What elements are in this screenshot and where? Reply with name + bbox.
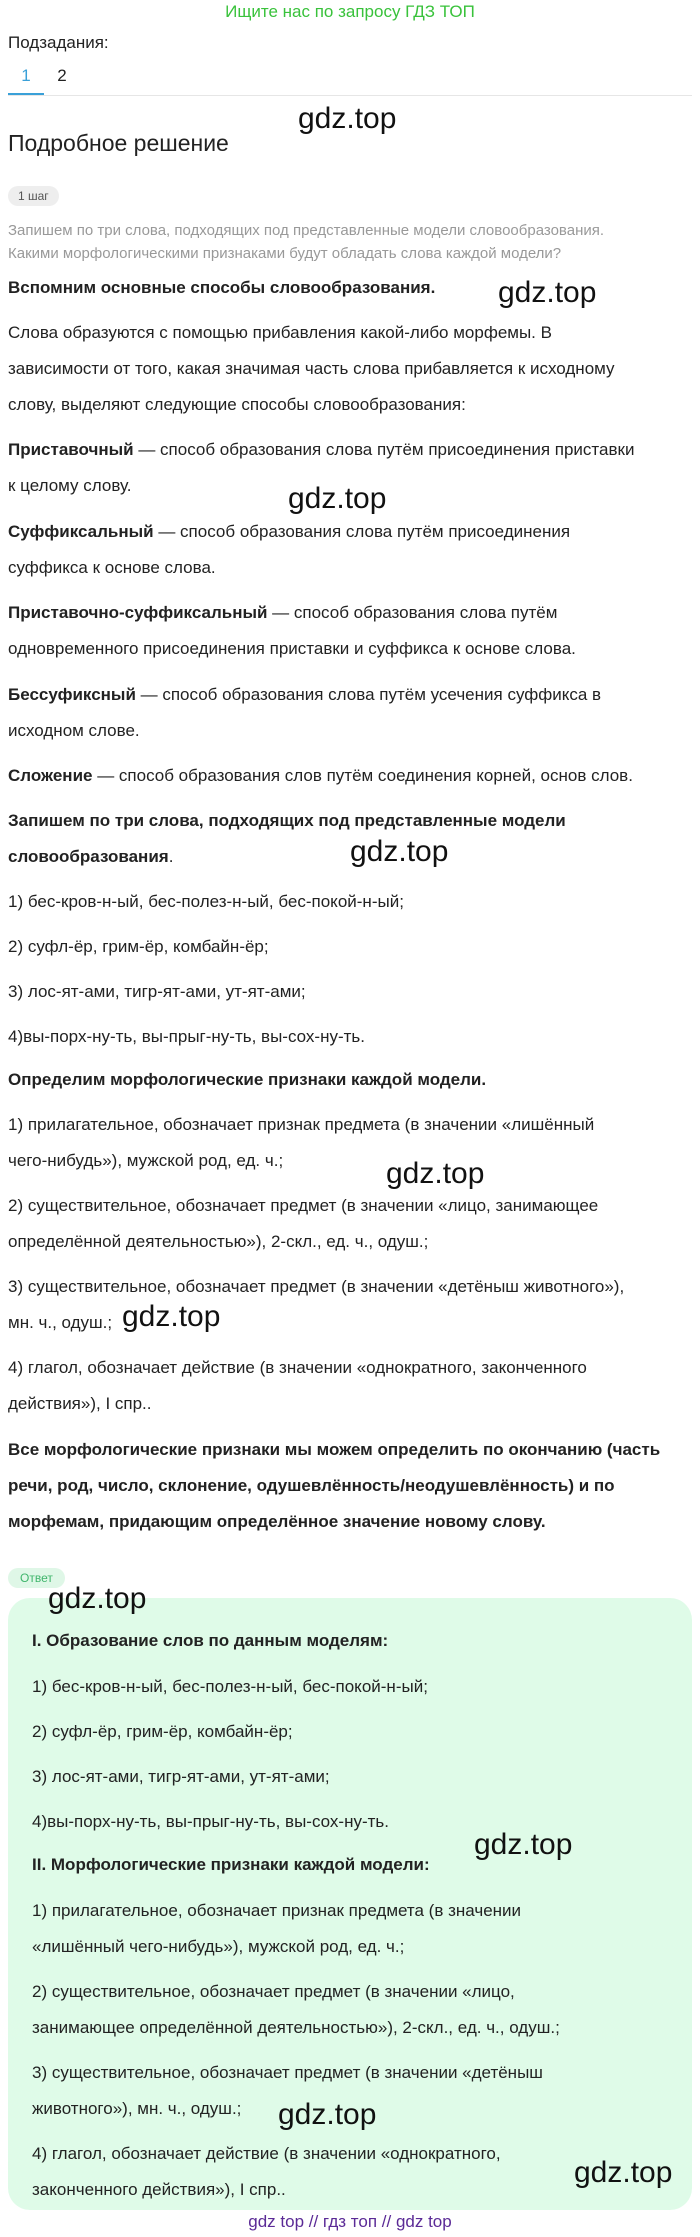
tab-subtask-2[interactable]: 2 — [57, 66, 67, 85]
section-title: Подробное решение — [8, 130, 229, 156]
list-item: 4) глагол, обозначает действие (в значении «однократного, законченного — [8, 1358, 587, 1377]
recall-heading: Вспомним основные способы словообразования. — [8, 278, 436, 297]
definition: — способ образования слова путём присоединения — [153, 522, 571, 541]
term: Суффиксальный — [8, 522, 154, 541]
task-statement — [8, 219, 688, 265]
list-item: «лишённый чего-нибудь»), мужской род, ед. ч.; — [32, 1937, 405, 1956]
list-item: 1) прилагательное, обозначает признак предмета (в значении «лишённый — [8, 1115, 595, 1134]
list-item: 3) лос-ят-ами, тигр-ят-ами, ут-ят-ами; — [8, 982, 306, 1001]
method-prefix-suffix — [8, 595, 692, 667]
list-item: 2) суфл-ёр, грим-ёр, комбайн-ёр; — [32, 1722, 293, 1741]
definition: — способ образования слова путём усечения суффикса в — [135, 685, 602, 704]
footer-links[interactable]: gdz top // гдз топ // gdz top — [248, 2212, 452, 2231]
text-line: морфемам, придающим определённое значение новому слову. — [8, 1512, 546, 1531]
definition: суффикса к основе слова. — [8, 558, 216, 577]
method-compounding — [8, 758, 692, 794]
intro-paragraph — [8, 315, 692, 423]
tab-subtask-1[interactable]: 1 — [8, 62, 44, 95]
subtask-tabs — [8, 62, 692, 96]
list-item: 3) существительное, обозначает предмет (в значении «детёныш — [32, 2063, 543, 2082]
list-item: законченного действия»), I спр.. — [32, 2180, 286, 2199]
list-item: животного»), мн. ч., одуш.; — [32, 2099, 242, 2118]
list-item: мн. ч., одуш.; — [8, 1313, 113, 1332]
features-heading: Определим морфологические признаки каждой модели. — [8, 1070, 487, 1089]
term: Бессуфиксный — [8, 685, 136, 704]
definition: — способ образования слов путём соединения корней, основ слов. — [92, 766, 633, 785]
watermark: gdz.top — [574, 2156, 673, 2189]
promo-banner: Ищите нас по запросу ГДЗ ТОП — [225, 2, 475, 21]
list-item: 1) прилагательное, обозначает признак предмета (в значении — [32, 1901, 522, 1920]
list-item: занимающее определённой деятельностью»), 2-скл., ед. ч., одуш.; — [32, 2018, 560, 2037]
text-line: Все морфологические признаки мы можем определить по окончанию (часть — [8, 1440, 661, 1459]
list-item: 4)вы-порх-ну-ть, вы-прыг-ну-ть, вы-сох-ну-ть. — [32, 1812, 389, 1831]
watermark: gdz.top — [288, 482, 387, 515]
conclusion-paragraph — [8, 1432, 692, 1540]
task-line: Запишем по три слова, подходящих под представленные модели словообразования. — [8, 222, 605, 239]
definition: — способ образования слова путём присоединения приставки — [133, 440, 635, 459]
features-list — [8, 1107, 692, 1422]
text-line: слову, выделяют следующие способы словообразования: — [8, 395, 466, 414]
answer-badge: Ответ — [8, 1568, 65, 1588]
list-item: 1) бес-кров-н-ый, бес-полез-н-ый, бес-покой-н-ый; — [8, 892, 404, 911]
watermark: gdz.top — [122, 1300, 221, 1333]
step-badge: 1 шаг — [8, 186, 59, 206]
watermark: gdz.top — [498, 276, 597, 309]
list-item: 2) существительное, обозначает предмет (в значении «лицо, занимающее — [8, 1196, 599, 1215]
list-item: 4) глагол, обозначает действие (в значении «однократного, — [32, 2144, 501, 2163]
text-line: Слова образуются с помощью прибавления какой-либо морфемы. В — [8, 323, 552, 342]
list-item: 2) суфл-ёр, грим-ёр, комбайн-ёр; — [8, 937, 269, 956]
list-item: определённой деятельностью»), 2-скл., ед. ч., одуш.; — [8, 1232, 429, 1251]
term: Приставочно-суффиксальный — [8, 603, 268, 622]
definition: исходном слове. — [8, 721, 140, 740]
watermark: gdz.top — [298, 102, 397, 135]
definition: к целому слову. — [8, 476, 132, 495]
watermark: gdz.top — [386, 1157, 485, 1190]
words-list — [8, 884, 692, 1055]
answer-heading-1: I. Образование слов по данным моделям: — [32, 1631, 389, 1650]
term: Сложение — [8, 766, 93, 785]
definition: — способ образования слова путём — [267, 603, 558, 622]
term: Приставочный — [8, 440, 134, 459]
answer-heading-2: II. Морфологические признаки каждой модели: — [32, 1855, 430, 1874]
text-line: зависимости от того, какая значимая часть слова прибавляется к исходному — [8, 359, 615, 378]
list-item: 4)вы-порх-ну-ть, вы-прыг-ну-ть, вы-сох-ну-ть. — [8, 1027, 365, 1046]
definition: одновременного присоединения приставки и суффикса к основе слова. — [8, 639, 576, 658]
list-item: 1) бес-кров-н-ый, бес-полез-н-ый, бес-покой-н-ый; — [32, 1677, 428, 1696]
subtasks-label: Подзадания: — [8, 33, 109, 52]
method-suffix — [8, 514, 692, 586]
text-line: словообразования — [8, 847, 169, 866]
list-item: 3) существительное, обозначает предмет (в значении «детёныш животного»), — [8, 1277, 625, 1296]
watermark: gdz.top — [48, 1582, 147, 1615]
text-line: . — [168, 847, 174, 866]
answer-words-list — [32, 1669, 682, 1840]
list-item: действия»), I спр.. — [8, 1394, 152, 1413]
task-line: Какими морфологическими признаками будут обладать слова каждой модели? — [8, 245, 562, 262]
watermark: gdz.top — [474, 1828, 573, 1861]
list-item: 2) существительное, обозначает предмет (в значении «лицо, — [32, 1982, 515, 2001]
text-line: Запишем по три слова, подходящих под представленные модели — [8, 811, 566, 830]
text-line: речи, род, число, склонение, одушевлённость/неодушевлённость) и по — [8, 1476, 615, 1495]
list-item: чего-нибудь»), мужской род, ед. ч.; — [8, 1151, 284, 1170]
list-item: 3) лос-ят-ами, тигр-ят-ами, ут-ят-ами; — [32, 1767, 330, 1786]
method-non-suffix — [8, 677, 692, 749]
watermark: gdz.top — [350, 835, 449, 868]
watermark: gdz.top — [278, 2098, 377, 2131]
